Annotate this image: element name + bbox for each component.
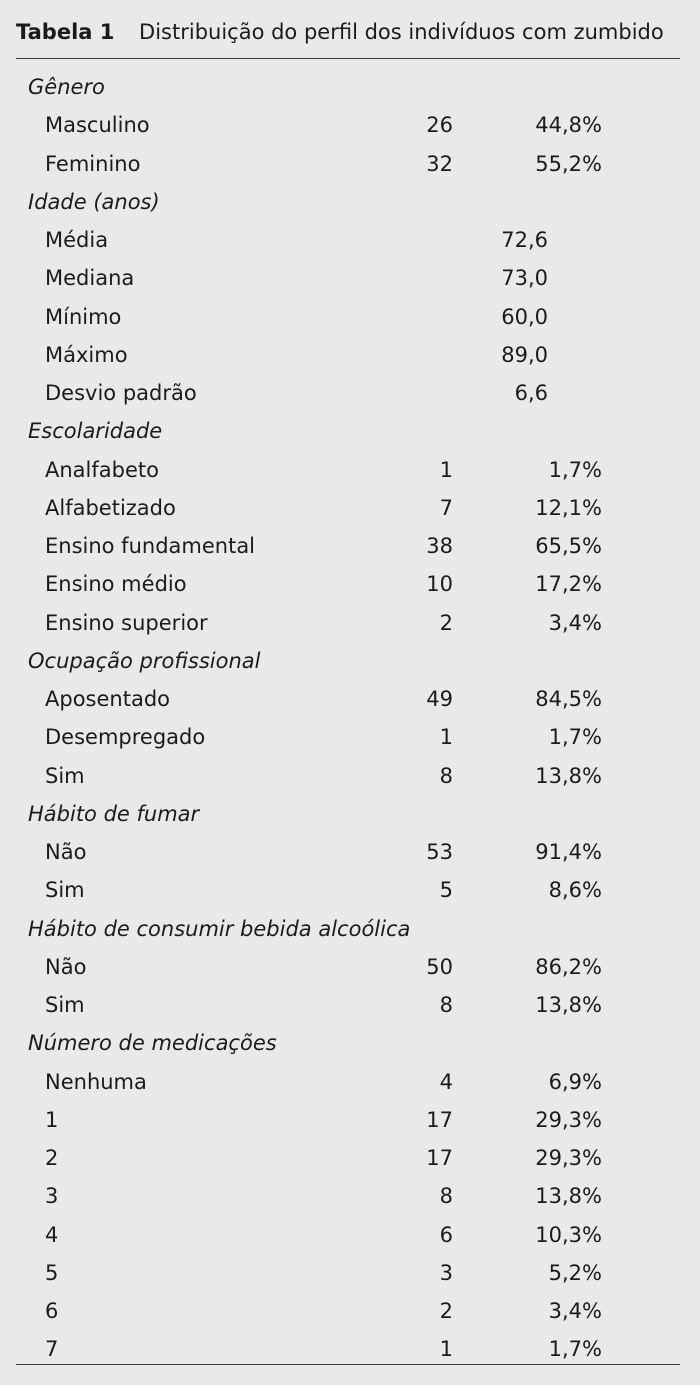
category-label: Ocupação profissional [28,648,261,673]
table-row [16,1063,680,1101]
row-percentage: 91,4% [535,840,602,864]
row-statistic-value: 6,6 [514,381,548,405]
row-percentage: 1,7% [548,1337,602,1362]
bottom-rule [16,1364,680,1365]
row-count: 8 [439,763,453,788]
category-label: Hábito de fumar [28,801,200,826]
row-percentage: 44,8% [535,113,602,138]
table-row [16,680,680,718]
table-row [16,221,680,259]
row-count: 26 [426,113,453,138]
table-title: Distribuição do perfil dos indivíduos com zumbido [139,20,664,44]
category-label: Escolaridade [28,419,163,444]
table-row [16,489,680,527]
row-label: Alfabetizado [45,495,176,520]
category-label: Número de medicações [28,1031,277,1056]
row-count: 1 [439,725,453,750]
category-label: Hábito de consumir bebida alcoólica [28,916,411,941]
row-percentage: 10,3% [535,1222,602,1247]
category-row [16,910,680,948]
row-label: Mínimo [45,304,122,329]
table-row [16,1254,680,1292]
category-row [16,1024,680,1062]
table-row [16,106,680,144]
table-row [16,833,680,871]
category-row [16,412,680,450]
table-row [16,1292,680,1330]
table-row [16,527,680,565]
row-label: Analfabeto [45,457,159,482]
row-percentage: 1,7% [548,457,602,482]
row-percentage: 1,7% [548,725,602,750]
table-row [16,298,680,336]
row-count: 32 [426,151,453,176]
table-row [16,948,680,986]
row-percentage: 3,4% [548,1299,602,1323]
row-percentage: 84,5% [535,687,602,711]
category-row [16,183,680,221]
table-row [16,565,680,603]
row-label: Masculino [45,113,150,138]
table-row [16,604,680,642]
row-label: 2 [45,1146,59,1170]
row-count: 5 [439,878,453,903]
row-percentage: 29,3% [535,1146,602,1170]
row-label: 7 [45,1337,59,1362]
row-percentage: 13,8% [535,763,602,788]
top-rule [16,58,680,59]
row-percentage: 17,2% [535,572,602,597]
row-count: 3 [439,1260,453,1285]
row-statistic-value: 89,0 [501,342,548,367]
table-row [16,1177,680,1215]
table-row [16,1216,680,1254]
row-count: 8 [439,993,453,1017]
category-row [16,642,680,680]
row-statistic-value: 72,6 [501,228,548,252]
row-count: 1 [439,1337,453,1362]
row-label: Desempregado [45,725,206,750]
row-label: Aposentado [45,687,170,711]
row-label: Média [45,228,109,252]
table-row [16,986,680,1024]
row-count: 2 [439,1299,453,1323]
row-label: Ensino médio [45,572,187,597]
row-percentage: 8,6% [548,878,602,903]
row-count: 6 [439,1222,453,1247]
table-row [16,757,680,795]
row-label: Máximo [45,342,128,367]
table-row [16,718,680,756]
row-statistic-value: 60,0 [501,304,548,329]
row-label: 4 [45,1222,59,1247]
row-label: Ensino superior [45,610,208,635]
category-row [16,68,680,106]
category-label: Gênero [28,75,105,99]
row-count: 53 [426,840,453,864]
row-percentage: 13,8% [535,1184,602,1209]
row-percentage: 65,5% [535,534,602,558]
row-percentage: 55,2% [535,151,602,176]
row-label: Ensino fundamental [45,534,256,558]
row-count: 10 [426,572,453,597]
row-label: 5 [45,1260,59,1285]
row-count: 38 [426,534,453,558]
row-percentage: 13,8% [535,993,602,1017]
row-count: 1 [439,457,453,482]
row-percentage: 12,1% [535,495,602,520]
row-count: 49 [426,687,453,711]
table-row [16,1139,680,1177]
row-statistic-value: 73,0 [501,266,548,291]
profile-table [16,68,680,1369]
table-row [16,336,680,374]
table-row [16,451,680,489]
row-label: Não [45,954,87,979]
row-label: Sim [45,763,85,788]
table-row [16,259,680,297]
row-count: 17 [426,1107,453,1132]
table-row [16,374,680,412]
row-count: 50 [426,954,453,979]
row-label: Feminino [45,151,141,176]
row-label: Sim [45,878,85,903]
row-count: 4 [439,1069,453,1094]
row-label: Sim [45,993,85,1017]
row-percentage: 6,9% [548,1069,602,1094]
table-row [16,1330,680,1368]
row-label: Nenhuma [45,1069,147,1094]
row-count: 2 [439,610,453,635]
row-percentage: 86,2% [535,954,602,979]
category-row [16,795,680,833]
category-label: Idade (anos) [28,189,160,214]
table-caption [16,14,664,50]
row-percentage: 5,2% [548,1260,602,1285]
row-label: 1 [45,1107,59,1132]
table-row [16,871,680,909]
row-percentage: 29,3% [535,1107,602,1132]
row-percentage: 3,4% [548,610,602,635]
row-count: 8 [439,1184,453,1209]
table-row [16,145,680,183]
table-number: Tabela 1 [16,20,115,44]
row-label: 3 [45,1184,59,1209]
row-label: 6 [45,1299,59,1323]
row-count: 17 [426,1146,453,1170]
row-label: Não [45,840,87,864]
row-label: Desvio padrão [45,381,197,405]
row-label: Mediana [45,266,135,291]
table-row [16,1101,680,1139]
row-count: 7 [439,495,453,520]
